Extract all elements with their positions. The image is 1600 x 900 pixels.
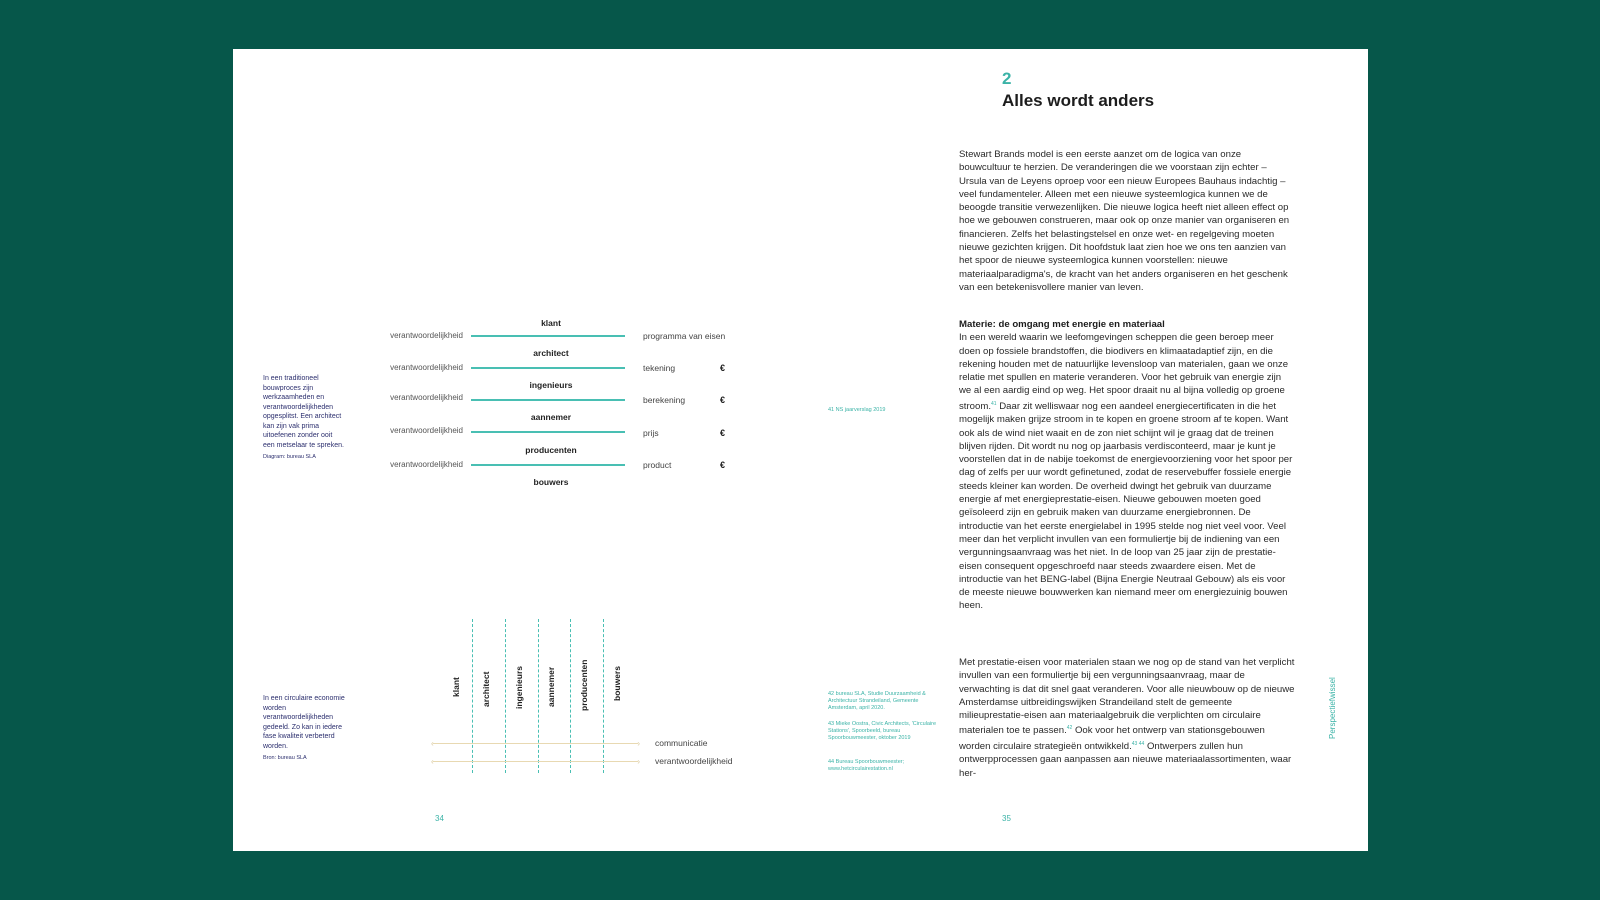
section-text-b: Daar zit welliswaar nog een aandeel energiecertificaten in die het mogelijk maken grijze stroom in te kopen en groene stroom af te kopen. Want ook als de wind niet waait en de zon niet schijnt wil je graag dat de treinen blijven rijden. Dit wordt nu nog op jaarbasis verdisconteerd, maar je kunt je voorstellen dat in de nabije toekomst de energievoorziening voor het spoor per dag of zelfs per uur wordt gefinetuned, zodat de reservebuffer fossiele energie steeds kleiner kan worden. De overheid dwingt het gebruik van duurzame energie af met energieprestatie-eisen. Nieuwe gebouwen moeten goed geïsoleerd zijn en gebruik maken van duurzame energiebronnen. De introductie van het eerste energielabel in 1995 stelde nog niet veel voor. Veel meer dan het verplicht invullen van een formuliertje bij de indiening van een vergunningsaanvraag was het niet. In de loop van 25 jaar zijn de prestatie-eisen consequent opgeschroefd naar steeds zwaardere eisen. Met de introductie van het BENG-label (Bijna Energie Neutraal Gebouw) als eis voor de meeste nieuwe bouwwerken kan niemand meer om energiezuinig bouwen heen. <box>959 400 1293 612</box>
section-materie <box>959 318 1295 613</box>
circular-role-bouwers: bouwers <box>612 666 622 701</box>
arrow-verantwoordelijkheid <box>431 757 640 766</box>
materials-text-c: Ontwerpers zullen hun ontwerpprocessen gaan aanpassen aan nieuwe materiaalassortimenten, waar her- <box>959 741 1292 779</box>
footnote-42: 42 bureau SLA, Studie Duurzaamheid & Architectuur Strandeiland, Gemeente Amsterdam, april 2020. <box>828 691 926 711</box>
materials-paragraph <box>959 656 1295 780</box>
caption-circular <box>263 694 345 762</box>
circular-role-ingenieurs: ingenieurs <box>514 666 524 709</box>
footnote-ref-42: 42 <box>1066 725 1073 732</box>
section-paragraph <box>959 331 1295 612</box>
output-label: tekening <box>643 363 676 373</box>
page-number-left: 34 <box>435 814 444 823</box>
caption-traditional-text: In een traditioneel bouwproces zijn werkzaamheden en verantwoordelijkheden opgesplitst. Een architect kan zijn vak prima uitoefenen zonder ooit een metselaar te spreken. <box>263 375 344 449</box>
circular-role-architect: architect <box>481 671 491 707</box>
flow-line <box>471 431 625 433</box>
arrow-label-verantwoordelijkheid: verantwoordelijkheid <box>655 756 733 766</box>
footnote-ref-43-44: 43 44 <box>1131 740 1145 747</box>
output-label: berekening <box>643 395 686 405</box>
output-label: product <box>643 460 672 470</box>
euro-sign: € <box>720 460 726 470</box>
section-heading: Materie: de omgang met energie en materiaal <box>959 319 1165 330</box>
arrow-communicatie <box>431 739 640 748</box>
materials-text-a: Met prestatie-eisen voor materialen staan we nog op de stand van het verplicht invullen van een formuliertje bij een vergunningsaanvraag, maar de verwachting is dat dit snel gaat veranderen. Voor alle nieuwbouw op de nieuwe Amsterdamse uitbreidingswijken Strandeiland stelt de gemeente milieuprestatie-eisen aan materiaalgebruik die verplichten om circulaire materialen toe te passen. <box>959 657 1295 737</box>
responsibility-label: verantwoordelijkheid <box>390 393 463 402</box>
footnote-43: 43 Mieke Oostra, Civic Architects, 'Circulaire Stations', Spoorbeeld, bureau Spoorbouwmeester, oktober 2019 <box>828 721 937 741</box>
footnote-ref-41: 41 <box>991 400 997 407</box>
flow-line <box>471 367 625 369</box>
page-number-right: 35 <box>1002 814 1011 823</box>
arrow-left-icon: ‹ <box>431 739 434 748</box>
chapter-title: Alles wordt anders <box>1002 91 1155 110</box>
circular-role-producenten: producenten <box>579 659 589 711</box>
arrow-right-icon: › <box>637 757 640 766</box>
role-ingenieurs: ingenieurs <box>529 380 573 390</box>
output-label: programma van eisen <box>643 331 726 341</box>
caption-circular-source: Bron: bureau SLA <box>263 755 307 761</box>
arrow-right-icon: › <box>637 739 640 748</box>
euro-sign: € <box>720 428 726 438</box>
role-bouwers: bouwers <box>533 477 569 487</box>
circular-role-aannemer: aannemer <box>546 666 556 707</box>
caption-circular-text: In een circulaire economie worden verantwoordelijkheden gedeeld. Zo kan in iedere fase kwaliteit verbeterd worden. <box>263 695 345 750</box>
dashed-line <box>570 619 571 773</box>
materials-text-b: Ook voor het ontwerp van stationsgebouwen worden circulaire strategieën ontwikkeld. <box>959 725 1265 753</box>
dashed-line <box>505 619 506 773</box>
output-label: prijs <box>643 428 659 438</box>
chapter-number: 2 <box>1002 69 1012 88</box>
arrow-left-icon: ‹ <box>431 757 434 766</box>
flow-line <box>471 335 625 337</box>
diagram-circular <box>393 619 773 779</box>
intro-text: Stewart Brands model is een eerste aanzet om de logica van onze bouwcultuur te herzien. De veranderingen die we voorstaan zijn echter – Ursula van de Leyens oproep voor een nieuw Europees Bauhaus indachtig – veel fundamenteler. Alleen met een nieuwe systeemlogica kunnen we de beoogde transitie verwezenlijken. Die nieuwe logica heeft niet alleen effect op hoe we gebouwen construeren, maar ook op onze manier van organiseren en financieren. Zelfs het belastingstelsel en onze wet- en regelgeving moeten nieuwe gezichten krijgen. Dit hoofdstuk laat zien hoe we ons ten aanzien van het spoor de nieuwe systeemlogica kunnen voorstellen: nieuwe materiaalparadigma's, de kracht van het anders organiseren en het geschenk van een betekenisvollere manier van leven. <box>959 149 1290 293</box>
footnote-44: 44 Bureau Spoorbouwmeester; www.hetcirculairestation.nl <box>828 759 905 772</box>
role-producenten: producenten <box>525 445 577 455</box>
responsibility-label: verantwoordelijkheid <box>390 426 463 435</box>
circular-role-klant: klant <box>451 677 461 697</box>
footnote-41: 41 NS jaarverslag 2019 <box>828 407 886 413</box>
responsibility-label: verantwoordelijkheid <box>390 331 463 340</box>
section-text-a: In een wereld waarin we leefomgevingen scheppen die geen beroep meer doen op fossiele brandstoffen, die biodivers en klimaatadaptief zijn, en die rekening houden met de natuurlijke levensloop van materialen, gaan we onze relatie met spullen en materie veranderen. Voor het gebruik van energie zijn we al een aardig eind op weg. Het spoor draait nu al bijna volledig op groene stroom. <box>959 332 1289 412</box>
caption-traditional-source: Diagram: bureau SLA <box>263 454 316 460</box>
book-spread <box>233 49 1368 851</box>
paragraph-materials <box>959 656 1295 780</box>
dashed-line <box>538 619 539 773</box>
flow-line <box>471 399 625 401</box>
responsibility-label: verantwoordelijkheid <box>390 460 463 469</box>
intro-paragraph <box>959 148 1295 294</box>
side-tab-label: Perspectiefwissel <box>1328 677 1337 739</box>
euro-sign: € <box>720 395 726 405</box>
diagram-hierarchy <box>233 49 793 509</box>
flow-line <box>471 464 625 466</box>
responsibility-label: verantwoordelijkheid <box>390 363 463 372</box>
dashed-line <box>603 619 604 773</box>
arrow-label-communicatie: communicatie <box>655 738 708 748</box>
role-architect: architect <box>533 348 569 358</box>
role-aannemer: aannemer <box>530 412 572 422</box>
dashed-line <box>472 619 473 773</box>
euro-sign: € <box>720 363 726 373</box>
role-klant: klant <box>541 318 561 328</box>
